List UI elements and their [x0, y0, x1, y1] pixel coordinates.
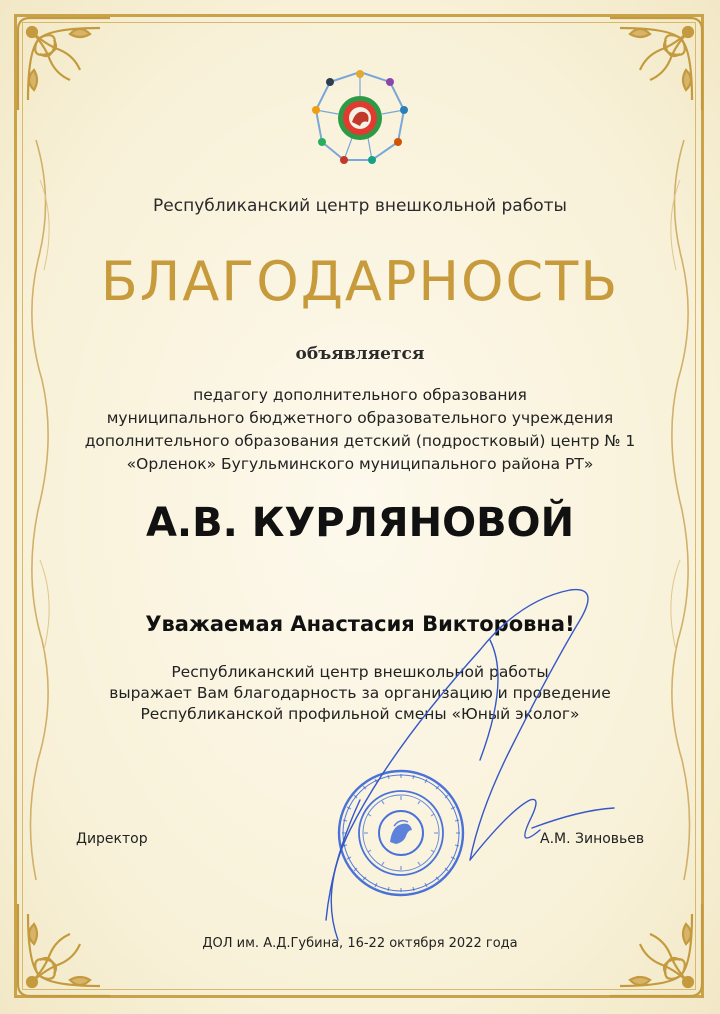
greeting: Уважаемая Анастасия Викторовна!: [145, 612, 575, 636]
signer-title: Директор: [76, 831, 148, 847]
signer-name: А.М. Зиновьев: [540, 831, 645, 847]
gratitude-text: [0, 662, 720, 725]
official-stamp-icon: [334, 766, 468, 900]
recipient-line: педагогу дополнительного образования: [193, 386, 527, 404]
gratitude-line: Республиканской профильной смены «Юный эколог»: [140, 705, 580, 723]
certificate-title: БЛАГОДАРНОСТЬ: [100, 250, 620, 313]
announced-label: объявляется: [295, 344, 425, 364]
recipient-line: «Орленок» Бугульминского муниципального района РТ»: [126, 455, 594, 473]
corner-ornament-icon: [600, 10, 710, 120]
recipient-name: А.В. КУРЛЯНОВОЙ: [145, 500, 575, 546]
recipient-description: [0, 384, 720, 476]
corner-ornament-icon: [10, 10, 120, 120]
gratitude-line: выражает Вам благодарность за организацию и проведение: [109, 684, 611, 702]
gratitude-line: Республиканский центр внешкольной работы: [171, 663, 549, 681]
republic-center-emblem-icon: [310, 66, 410, 166]
organization-name: Республиканский центр внешкольной работы: [153, 196, 567, 216]
event-footer: ДОЛ им. А.Д.Губина, 16-22 октября 2022 года: [202, 936, 518, 951]
recipient-line: муниципального бюджетного образовательного учреждения: [106, 409, 614, 427]
recipient-line: дополнительного образования детский (подростковый) центр № 1: [84, 432, 636, 450]
